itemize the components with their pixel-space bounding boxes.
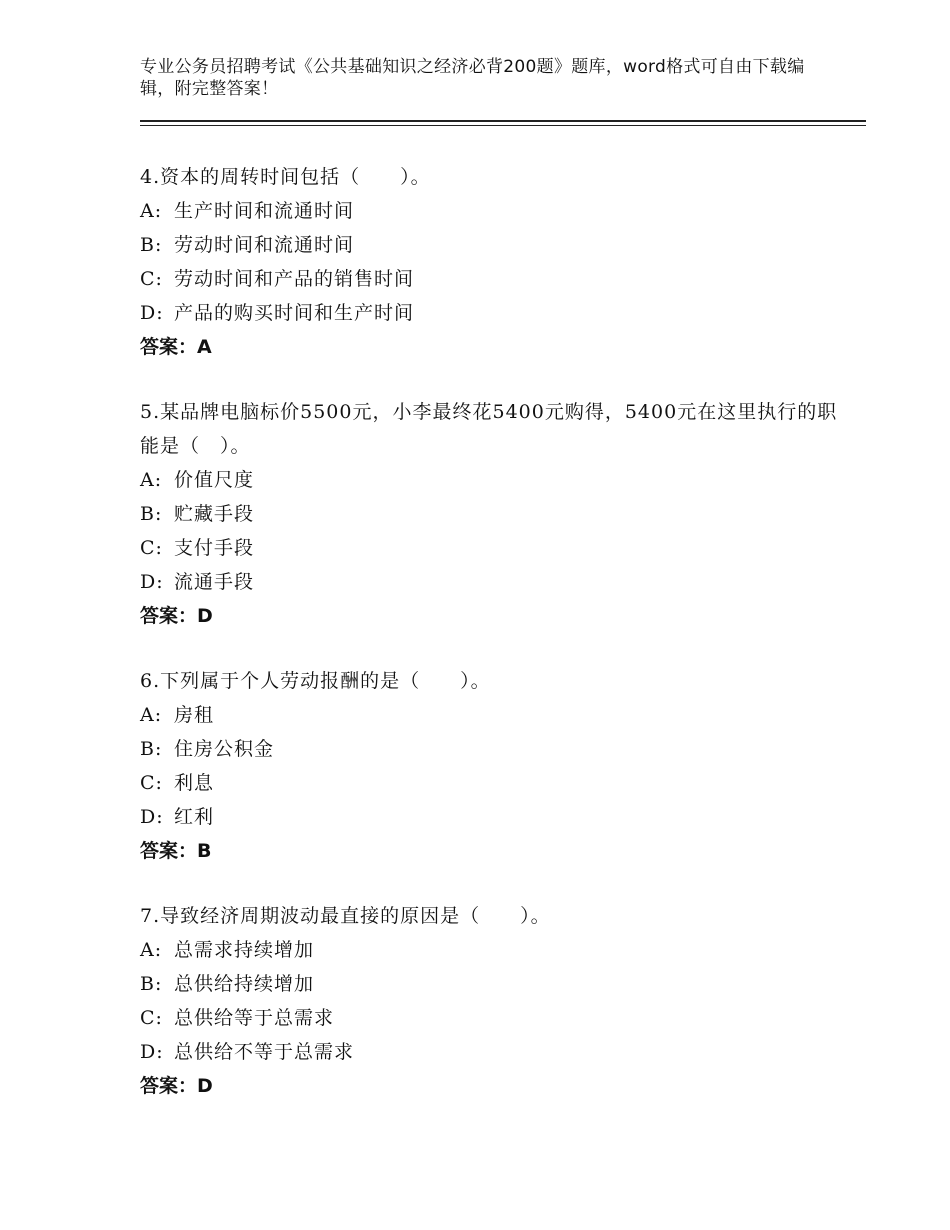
question-item bbox=[140, 395, 840, 633]
answer-line: 答案：D bbox=[140, 1075, 213, 1097]
option-c bbox=[140, 1001, 840, 1035]
question-stem: 4.资本的周转时间包括（ ）。 bbox=[140, 166, 431, 188]
option-text: 价值尺度 bbox=[174, 469, 255, 491]
option-key: B: bbox=[140, 973, 163, 995]
option-key: D: bbox=[140, 1041, 164, 1063]
option-a bbox=[140, 933, 840, 967]
option-a bbox=[140, 463, 840, 497]
question-item bbox=[140, 160, 840, 364]
option-key: B: bbox=[140, 503, 163, 525]
option-text: 产品的购买时间和生产时间 bbox=[174, 302, 415, 324]
option-key: A: bbox=[140, 200, 163, 222]
question-item bbox=[140, 664, 840, 868]
option-key: C: bbox=[140, 1007, 163, 1029]
option-text: 流通手段 bbox=[174, 571, 255, 593]
option-a bbox=[140, 698, 840, 732]
option-c bbox=[140, 766, 840, 800]
option-d bbox=[140, 800, 840, 834]
option-key: A: bbox=[140, 469, 163, 491]
option-text: 生产时间和流通时间 bbox=[174, 200, 355, 222]
question-item bbox=[140, 899, 840, 1103]
option-key: C: bbox=[140, 537, 163, 559]
option-key: A: bbox=[140, 939, 163, 961]
option-key: B: bbox=[140, 738, 163, 760]
option-text: 贮藏手段 bbox=[174, 503, 255, 525]
option-key: D: bbox=[140, 571, 164, 593]
answer-line: 答案：A bbox=[140, 336, 212, 358]
option-text: 劳动时间和产品的销售时间 bbox=[174, 268, 415, 290]
option-d bbox=[140, 1035, 840, 1069]
option-b bbox=[140, 497, 840, 531]
answer-line: 答案：D bbox=[140, 605, 213, 627]
option-text: 房租 bbox=[174, 704, 215, 726]
option-d bbox=[140, 565, 840, 599]
option-text: 总供给不等于总需求 bbox=[174, 1041, 355, 1063]
option-c bbox=[140, 531, 840, 565]
document-header: 专业公务员招聘考试《公共基础知识之经济必背200题》题库，word格式可自由下载编辑，附完整答案！ bbox=[140, 57, 805, 99]
option-text: 支付手段 bbox=[174, 537, 255, 559]
question-stem: 7.导致经济周期波动最直接的原因是（ ）。 bbox=[140, 905, 551, 927]
option-text: 红利 bbox=[174, 806, 215, 828]
option-text: 总需求持续增加 bbox=[174, 939, 315, 961]
question-stem: 6.下列属于个人劳动报酬的是（ ）。 bbox=[140, 670, 491, 692]
option-key: D: bbox=[140, 302, 164, 324]
option-b bbox=[140, 228, 840, 262]
option-text: 劳动时间和流通时间 bbox=[174, 234, 355, 256]
option-d bbox=[140, 296, 840, 330]
question-stem: 5.某品牌电脑标价5500元，小李最终花5400元购得，5400元在这里执行的职能是（ ）。 bbox=[140, 401, 838, 457]
option-key: D: bbox=[140, 806, 164, 828]
option-text: 总供给等于总需求 bbox=[174, 1007, 335, 1029]
header-divider bbox=[140, 120, 866, 126]
option-c bbox=[140, 262, 840, 296]
option-text: 利息 bbox=[174, 772, 215, 794]
option-key: A: bbox=[140, 704, 163, 726]
option-b bbox=[140, 732, 840, 766]
option-key: C: bbox=[140, 268, 163, 290]
option-a bbox=[140, 194, 840, 228]
option-text: 总供给持续增加 bbox=[174, 973, 315, 995]
question-list bbox=[140, 160, 840, 1134]
option-b bbox=[140, 967, 840, 1001]
answer-line: 答案：B bbox=[140, 840, 212, 862]
option-key: C: bbox=[140, 772, 163, 794]
option-text: 住房公积金 bbox=[174, 738, 275, 760]
option-key: B: bbox=[140, 234, 163, 256]
